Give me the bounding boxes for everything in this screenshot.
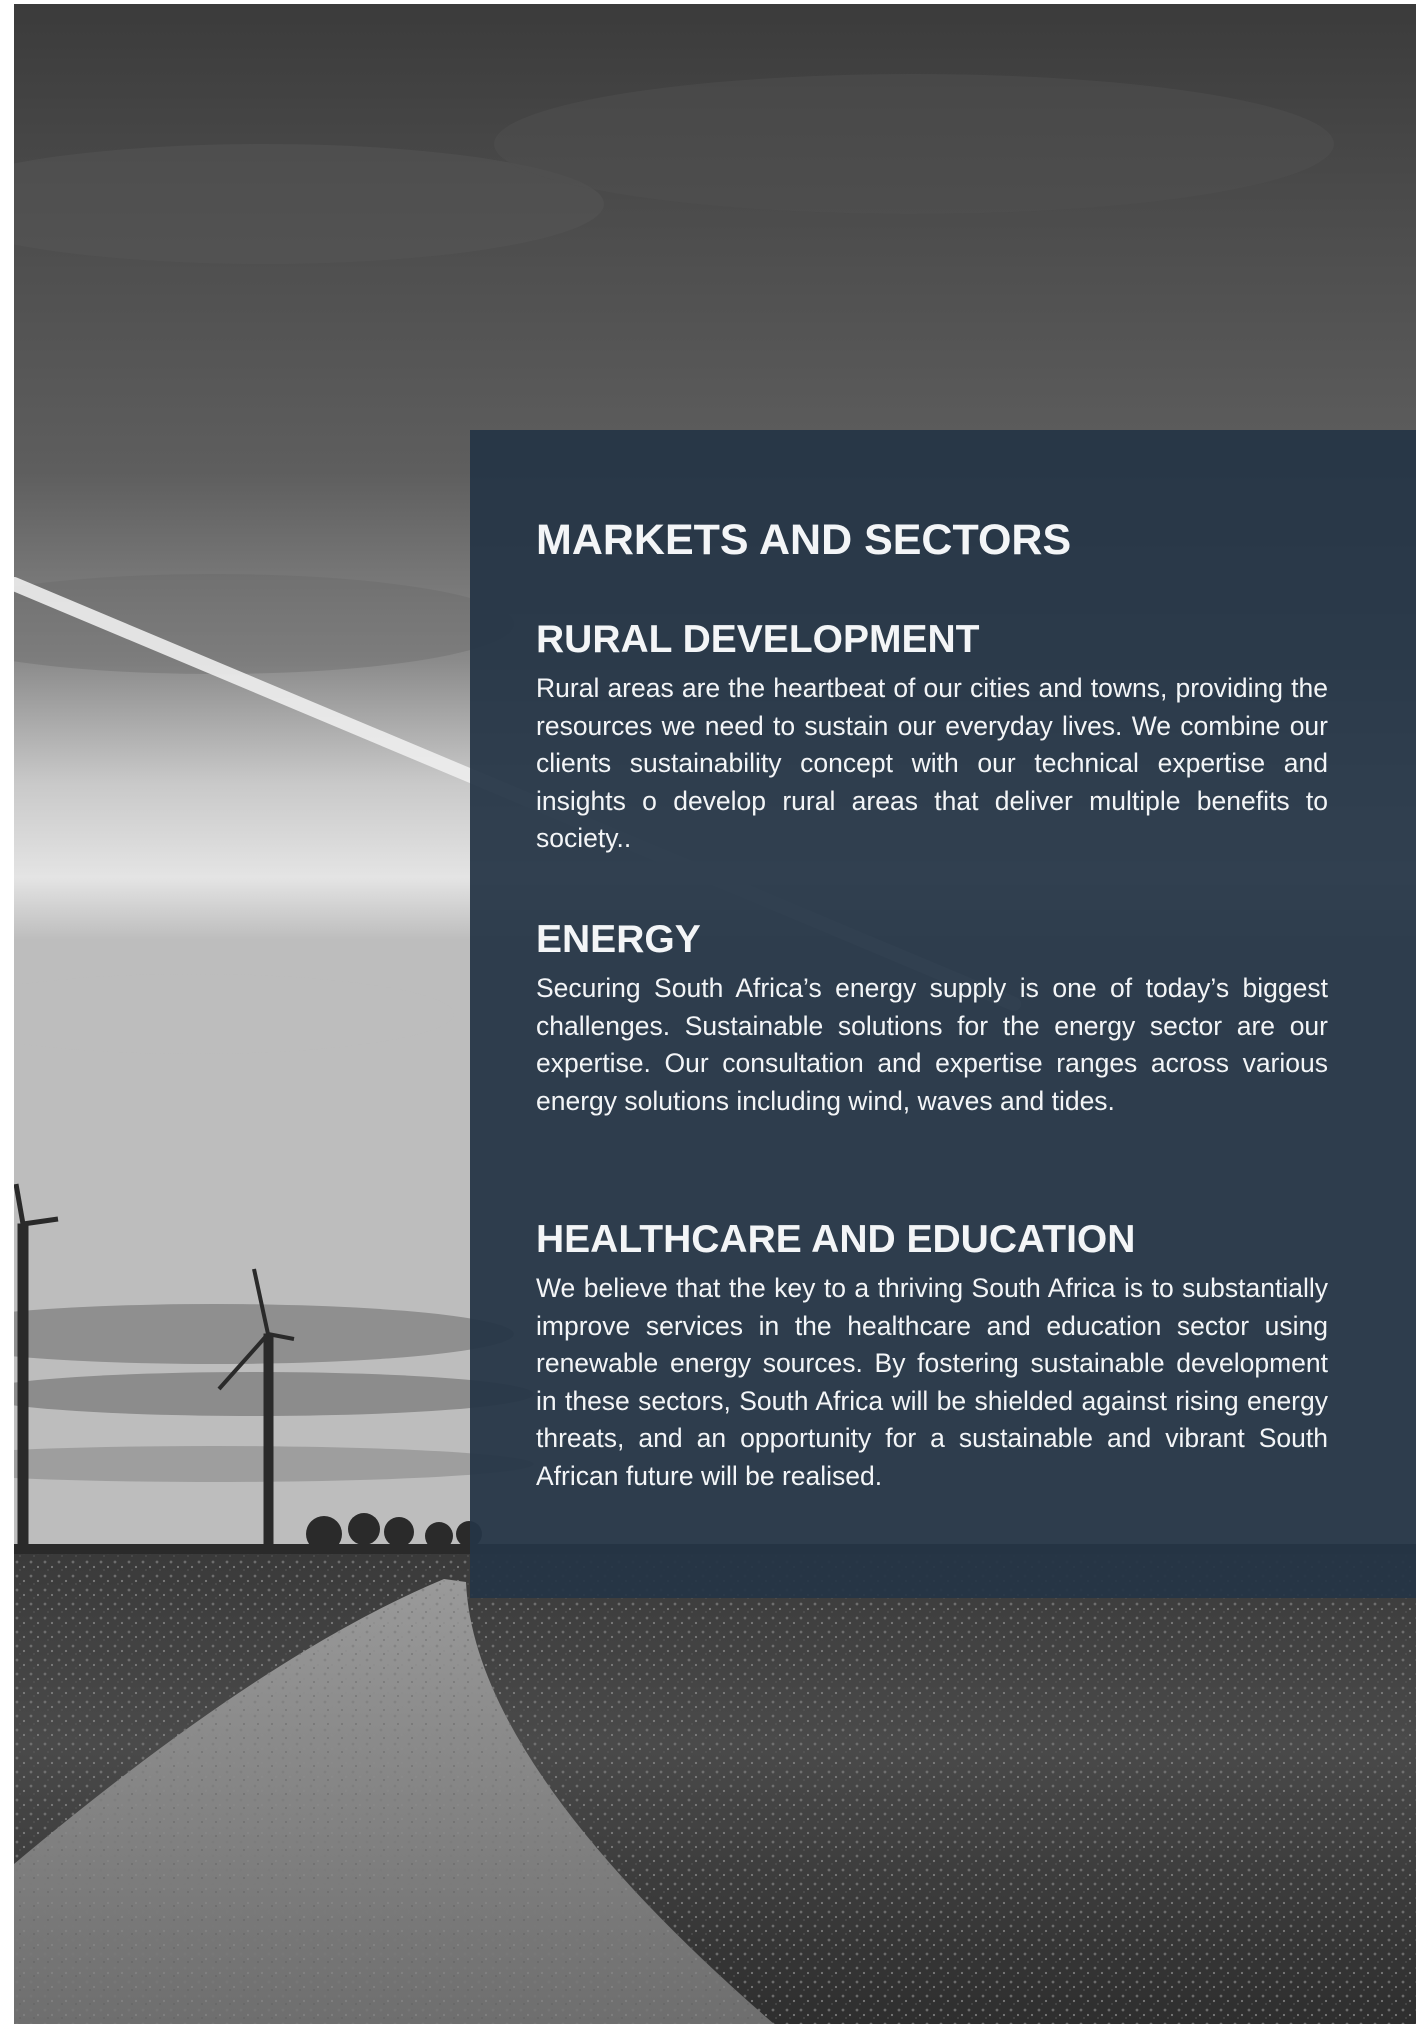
section-rural-development [536, 614, 1328, 914]
section-body: Rural areas are the heartbeat of our cities and towns, providing the resources we need to sustain our everyday lives. We combine our clients sustainability concept with our technical expertise and insights o develop rural areas that deliver multiple benefits to society.. [536, 673, 1328, 853]
section-body: Securing South Africa’s energy supply is one of today’s biggest challenges. Sustainable solutions for the energy sector are our expertise. Our consultation and expertise ranges across various energy solutions including wind, waves and tides. [536, 973, 1328, 1116]
section-heading: RURAL DEVELOPMENT [536, 618, 980, 661]
content-area [536, 510, 1328, 1495]
section-energy [536, 914, 1328, 1214]
section-body: We believe that the key to a thriving South Africa is to substantially improve services in the healthcare and education sector using renewable energy sources. By fostering sustainable development in these sectors, South Africa will be shielded against rising energy threats, and an opportunity for a sustainable and vibrant South African future will be realised. [536, 1273, 1328, 1491]
page-title: MARKETS AND SECTORS [536, 516, 1072, 564]
section-heading: HEALTHCARE AND EDUCATION [536, 1218, 1136, 1261]
section-healthcare-education [536, 1214, 1328, 1495]
section-heading: ENERGY [536, 918, 701, 961]
